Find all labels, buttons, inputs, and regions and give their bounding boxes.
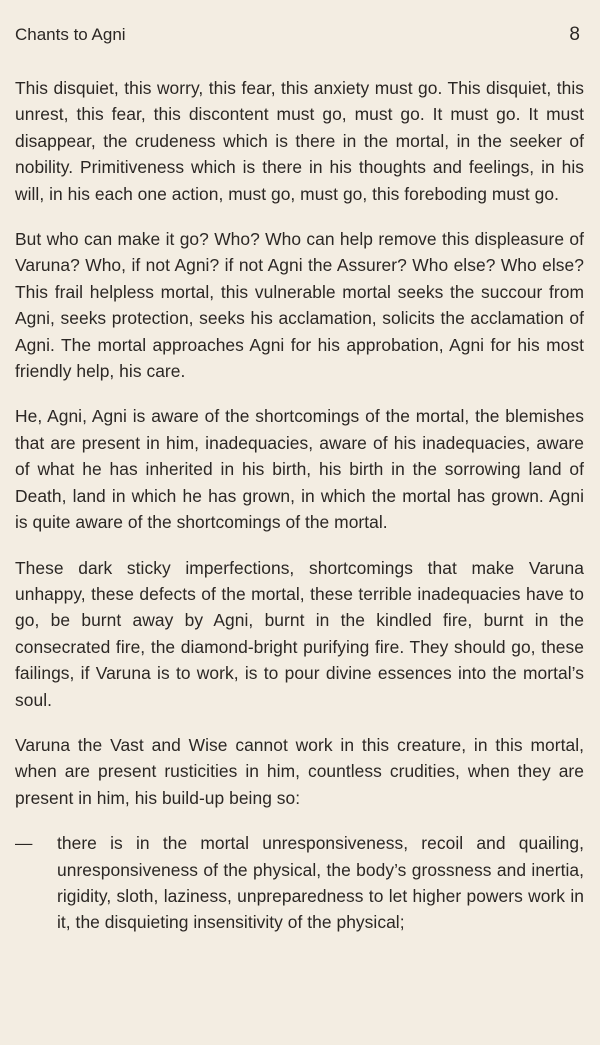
paragraph-2: But who can make it go? Who? Who can help remove this displeasure of Varuna? Who, if not Agni? if not Agni the Assurer? Who else? Who else? This frail helpless mortal, this vulnerable mortal seeks the succour from Agni, seeks protection, seeks his acclamation, solicits the acclamation of Agni. The mortal approaches Agni for his approbation, Agni for his most friendly help, his care. — [15, 229, 584, 382]
dash-marker: — — [15, 833, 33, 854]
list-item — [15, 830, 584, 955]
body-text — [15, 75, 584, 955]
running-header — [15, 24, 584, 50]
book-title: Chants to Agni — [15, 25, 126, 44]
paragraph-4: These dark sticky imperfections, shortcomings that make Varuna unhappy, these defects of the mortal, these terrible inadequacies have to go, be burnt away by Agni, burnt in the kindled fire, burnt in the consecrated fire, the diamond-bright purifying fire. They should go, these failings, if Varuna is to work, is to pour divine essences into the mortal’s soul. — [15, 557, 584, 710]
page-number: 8 — [569, 24, 580, 45]
paragraph-3: He, Agni, Agni is aware of the shortcomings of the mortal, the blemishes that are present in him, inadequacies, aware of his inadequacies, aware of what he has inherited in his birth, his birth in the sorrowing land of Death, land in which he has grown, in which the mortal has grown. Agni is quite aware of the shortcomings of the mortal. — [15, 406, 584, 533]
paragraph-1: This disquiet, this worry, this fear, this anxiety must go. This disquiet, this unrest, this fear, this discontent must go, must go. It must go. It must disappear, the crudeness which is there in the mortal, in the seeker of nobility. Primitiveness which is there in his thoughts and feelings, in his will, in his each one action, must go, must go, this foreboding must go. — [15, 78, 584, 204]
list-item-text: there is in the mortal unresponsiveness, recoil and quailing, unresponsiveness of the physical, the body’s grossness and inertia, rigidity, sloth, laziness, unpreparedness to let higher powers work in it, the disquieting insensitivity of the physical; — [57, 833, 584, 933]
paragraph-5: Varuna the Vast and Wise cannot work in this creature, in this mortal, when are present rusticities in him, countless crudities, when they are present in him, his build-up being so: — [15, 734, 584, 808]
